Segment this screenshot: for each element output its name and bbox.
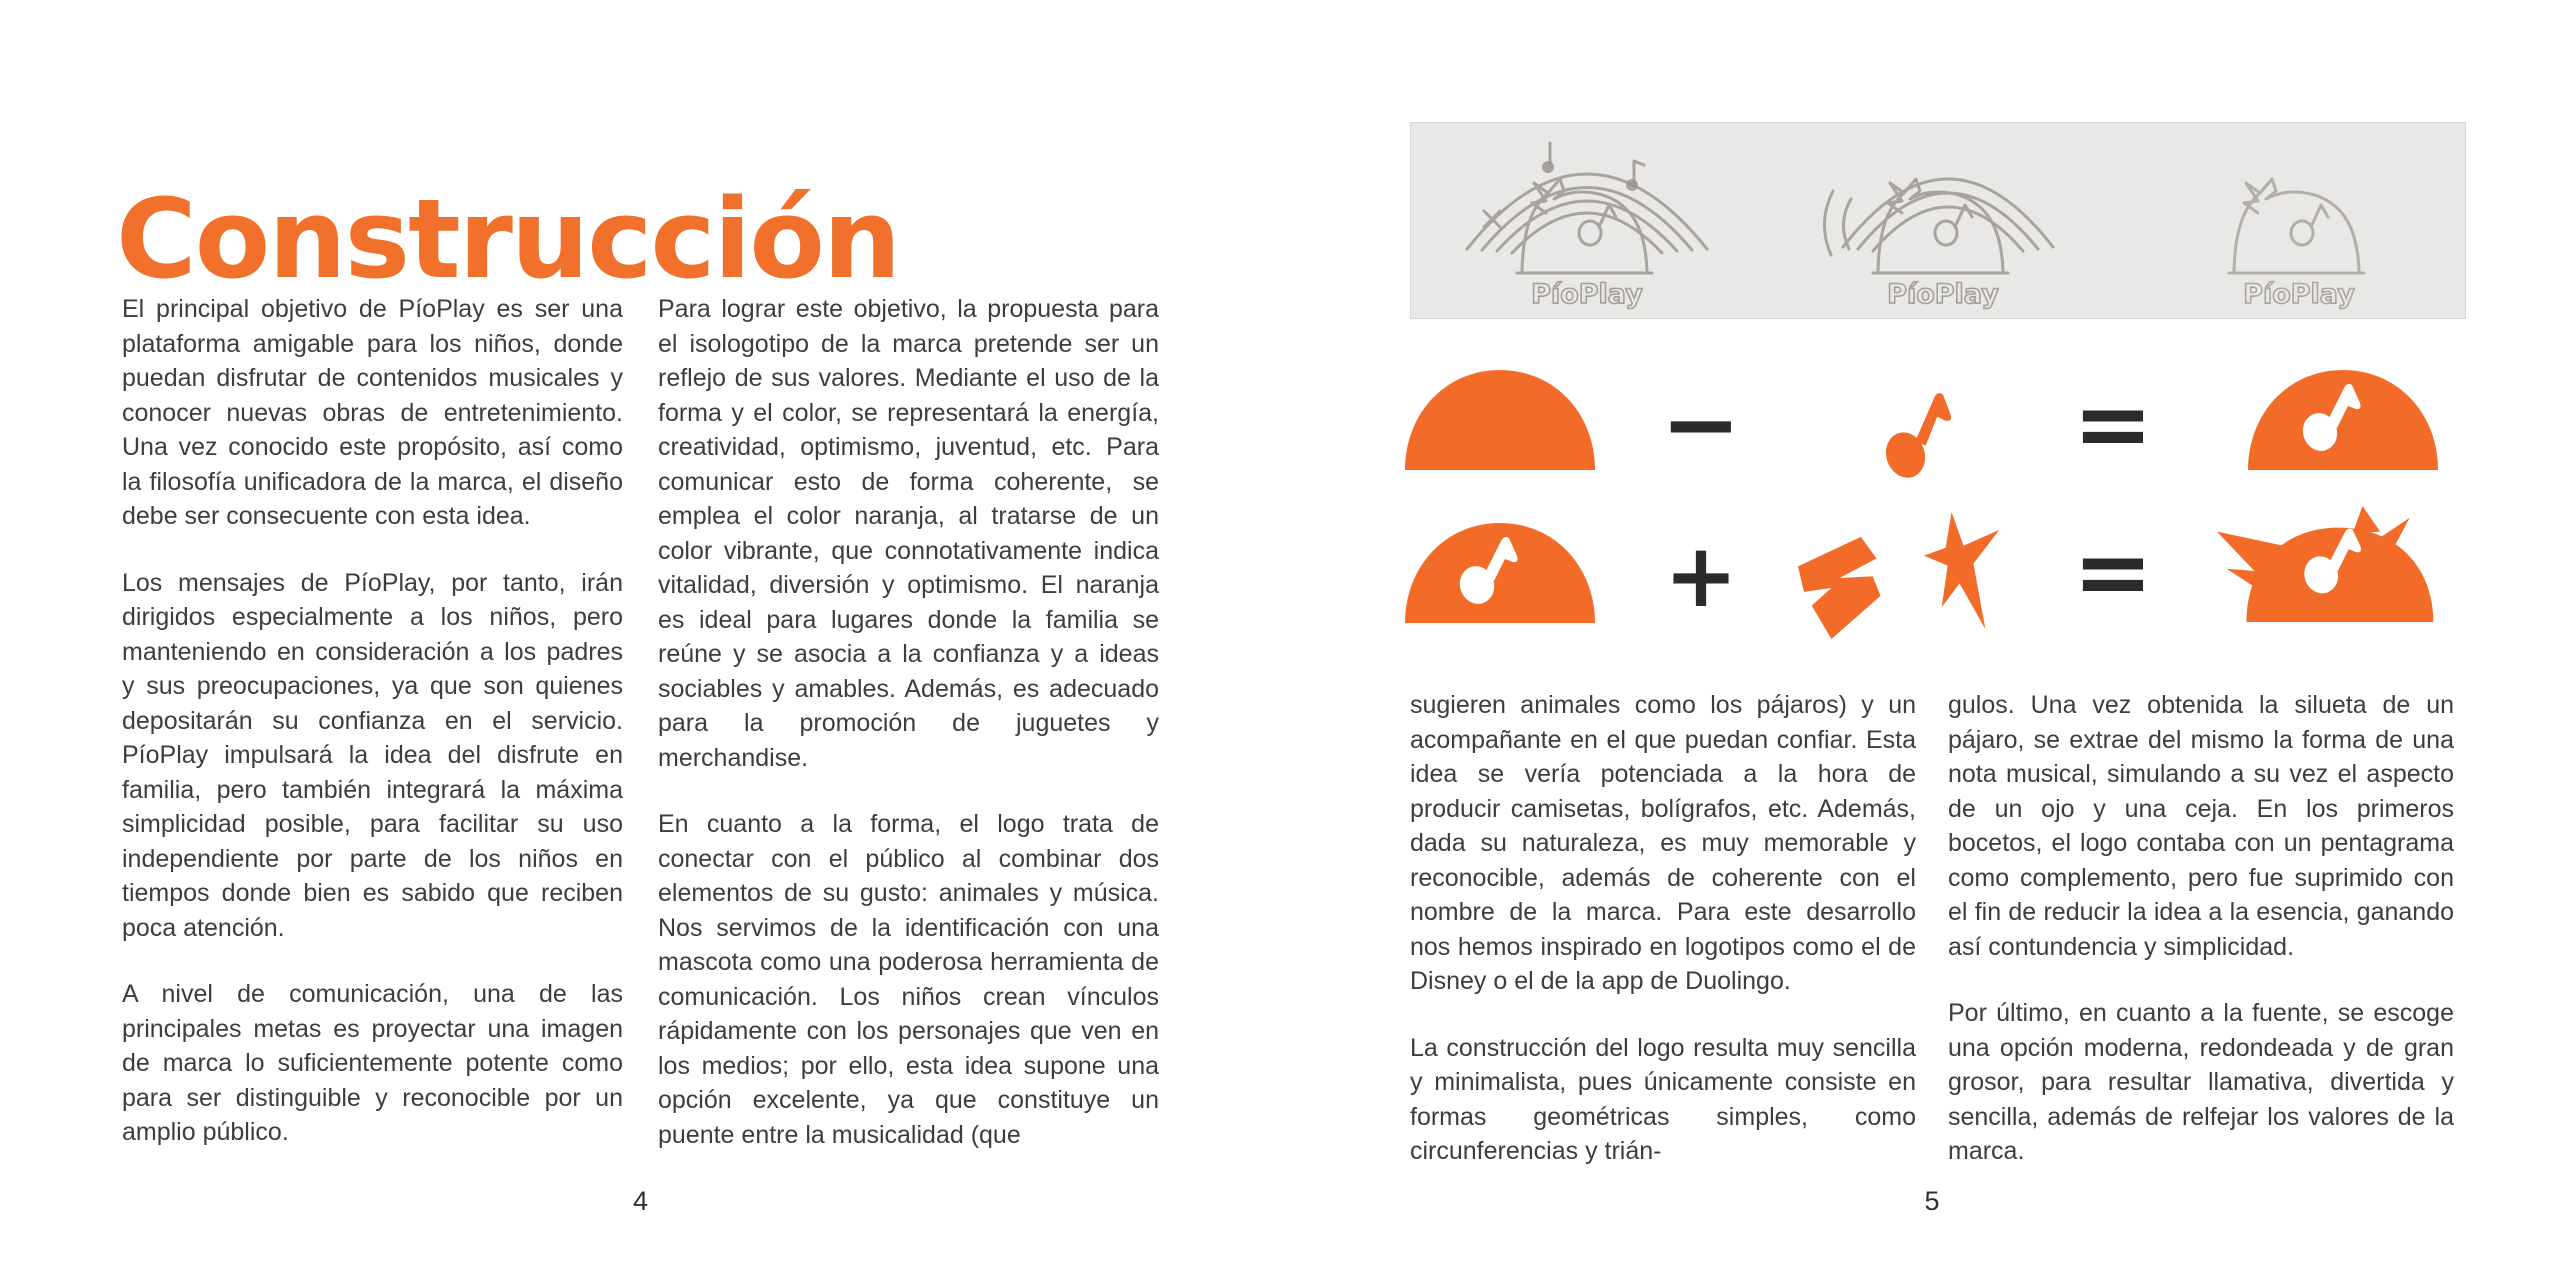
left-page-column-1 <box>122 292 623 1184</box>
body-paragraph: Para lograr este objetivo, la propuesta para el isologotipo de la marca pretende ser un reflejo de sus valores. Mediante el uso de la forma y el color, se representará la energía, creatividad, optimismo, juventud, etc. Para comunicar esto de forma coherente, se emplea el color naranja, al tratarse de un color vibrante, que connotativamente indica vitalidad, diversión y optimismo. El naranja es ideal para lugares donde la familia se reúne y se asocia a la confianza y a ideas sociables y amables. Además, es adecuado para la promoción de juguetes y merchandise. <box>658 295 1159 772</box>
body-paragraph: El principal objetivo de PíoPlay es ser una plataforma amigable para los niños, donde puedan disfrutar de contenidos musicales y conocer nuevas obras de entretenimiento. Una vez conocido este propósito, así como la filosofía unificadora de la marca, el diseño debe ser consecuente con esta idea. <box>122 295 623 530</box>
equals-operator: = <box>2072 516 2154 628</box>
sketch-label: PíoPlay <box>1530 278 1643 310</box>
beak-fragment-shape <box>1798 533 1906 641</box>
right-page-column-1 <box>1410 688 1916 1201</box>
sketch-label: PíoPlay <box>2243 278 2356 310</box>
plus-operator: + <box>1664 524 1738 627</box>
right-page-column-2 <box>1948 688 2454 1201</box>
bird-sketch-1 <box>1422 127 1752 315</box>
sketch-label: PíoPlay <box>1887 278 1999 310</box>
body-paragraph: A nivel de comunicación, una de las principales metas es proyectar una imagen de marca lo suficientemente potente como para ser distinguible y reconocible por un amplio público. <box>122 980 623 1146</box>
body-paragraph: sugieren animales como los pájaros) y un acompañante en el que puedan confiar. Esta idea se vería potenciada a la hora de producir camisetas, bolígrafos, etc. Además, dada su naturaleza, es muy memorable y reconocible, además de coherente con el nombre de la marca. Para este desarrollo nos hemos inspirado en logotipos como el de Disney o el de la app de Duolingo. <box>1410 691 1916 995</box>
music-note-icon <box>1884 384 1952 480</box>
right-page-text-columns <box>1410 688 2454 1201</box>
crest-fragment-shape <box>1922 512 2010 636</box>
body-paragraph: En cuanto a la forma, el logo trata de conectar con el público al combinar dos elementos de su gusto: animales y música. Nos servimos de la identificación con una mascota como una poderosa herramienta de comunicación. Los niños crean vínculos rápidamente con los personajes que ven en los medios; por ello, esta idea supone una opción excelente, ya que constituye un puente entre la musicalidad (que <box>658 810 1159 1149</box>
dome-with-note-shape <box>2248 370 2438 470</box>
page-number-right: 5 <box>1924 1186 1940 1216</box>
left-page-column-2 <box>658 292 1159 1184</box>
dome-shape <box>1405 370 1595 470</box>
bird-logo <box>2213 506 2449 624</box>
bird-sketch-2 <box>1773 127 2103 315</box>
left-page-text-columns <box>122 292 1159 1184</box>
equals-operator: = <box>2072 368 2154 480</box>
logo-sketches-image <box>1410 122 2466 319</box>
bird-sketch-3 <box>2124 127 2454 315</box>
page-title: Construcción <box>116 174 900 303</box>
body-paragraph: Por último, en cuanto a la fuente, se escoge una opción moderna, redondeada y de gran grosor, para resultar llamativa, divertida y sencilla, además de relfejar los valores de la marca. <box>1948 999 2454 1165</box>
body-paragraph: gulos. Una vez obtenida la silueta de un pájaro, se extrae del mismo la forma de una nota musical, simulando a su vez el aspecto de un ojo y una ceja. En los primeros bocetos, el logo contaba con un pentagrama como complemento, pero fue suprimido con el fin de reducir la idea a la esencia, ganando así contundencia y simplicidad. <box>1948 691 2454 961</box>
dome-with-note-shape <box>1405 523 1595 623</box>
minus-operator: − <box>1660 368 1742 480</box>
page-number-left: 4 <box>632 1186 649 1216</box>
body-paragraph: Los mensajes de PíoPlay, por tanto, irán dirigidos especialmente a los niños, pero manteniendo en consideración a los padres y sus preocupaciones, ya que son quienes depositarán su confianza en el servicio. PíoPlay impulsará la idea del disfrute en familia, pero también integrará la máxima simplicidad posible, para facilitar su uso independiente por parte de los niños en tiempos donde bien es sabido que reciben poca atención. <box>122 568 623 942</box>
body-paragraph: La construcción del logo resulta muy sencilla y minimalista, pues únicamente consiste en formas geométricas simples, como circunferencias y trián- <box>1410 1033 1916 1165</box>
